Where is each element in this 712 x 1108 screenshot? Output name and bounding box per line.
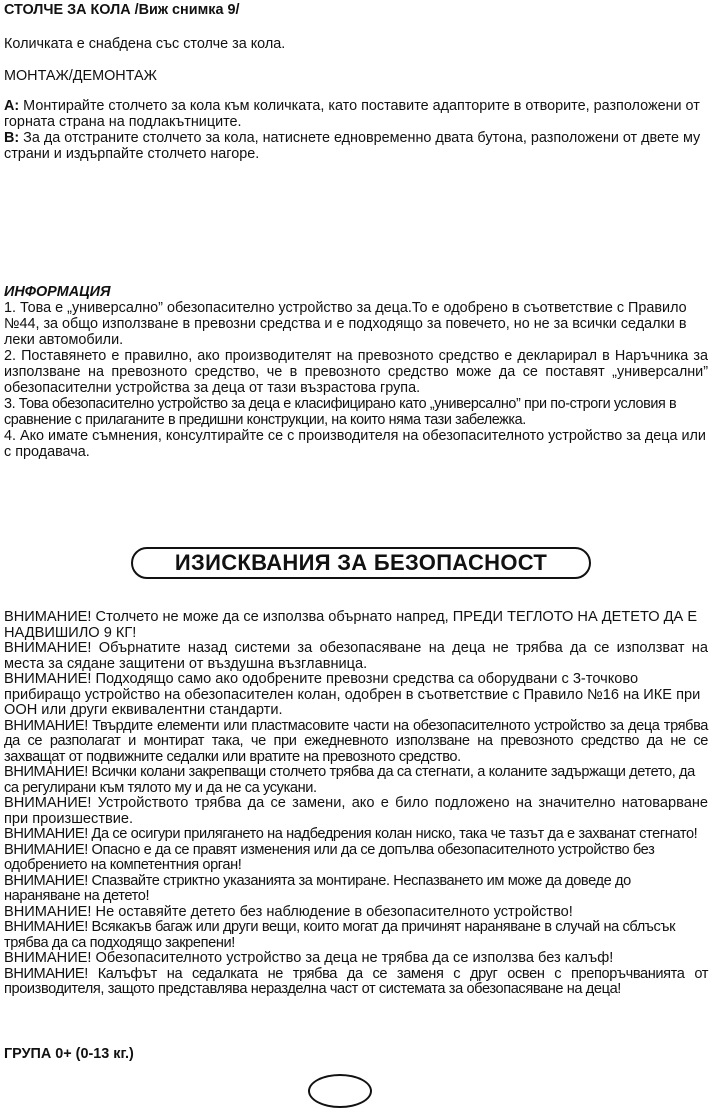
step-a-label: A:	[4, 98, 20, 114]
mount-heading: МОНТАЖ/ДЕМОНТАЖ	[4, 68, 157, 84]
step-a	[4, 98, 708, 130]
info-item: 3. Това обезопасително устройство за деца е класифицирано като „универсално” при по-строги условия в сравнение с прилаганите в предишни конструкции, на които няма тази забележка.	[4, 396, 677, 428]
warning-item: ВНИМАНИЕ! Устройството трябва да се замени, ако е било подложено на значително натоварване при произшествие.	[4, 795, 708, 827]
warning-item: ВНИМАНИЕ! Калъфът на седалката не трябва да се заменя с друг освен с препоръчванията от производителя, защото представлява неразделна част от системата за обезопасяване на деца!	[4, 965, 708, 997]
step-a-text: Монтирайте столчето за кола към количката, като поставите адапторите в отворите, разположени от горната страна на подлакътниците.	[4, 98, 700, 130]
warning-item: ВНИМАНИЕ! Твърдите елементи или пластмасовите части на обезопасителното устройство за деца трябва да се разполагат и монтират така, че при ежедневното използване на превозното средство да не се захващат от подвижните седалки или вратите на превозното средство.	[4, 717, 708, 765]
warning-item: ВНИМАНИЕ! Подходящо само ако одобрените превозни средства са оборудвани с 3-точково прибиращо устройство на обезопасителен колан, одобрен в съответствие с Правило №16 на ИКЕ при ООН или други еквивалентни стандарти.	[4, 671, 701, 718]
step-b-text: За да отстраните столчето за кола, натиснете едновременно двата бутона, разположени от двете му страни и издърпайте столчето нагоре.	[4, 130, 701, 162]
warning-item: ВНИМАНИЕ! Всякакъв багаж или други вещи, които могат да причинят нараняване в случай на сблъсък трябва да са подходящо закрепени!	[4, 919, 676, 951]
warning-item: ВНИМАНИЕ! Обезопасителното устройство за деца не трябва да се използва без калъф!	[4, 950, 614, 966]
banner-title: ИЗИСКВАНИЯ ЗА БЕЗОПАСНОСТ	[174, 550, 548, 575]
warning-item: ВНИМАНИЕ! Всички колани закрепващи столчето трябва да са стегнати, а коланите задържащи детето, да са регулирани към тялото му и да не са усукани.	[4, 764, 695, 796]
group-label: ГРУПА 0+ (0-13 кг.)	[4, 1046, 134, 1062]
page-number-oval	[308, 1074, 372, 1108]
warning-item: ВНИМАНИЕ! Спазвайте стриктно указанията за монтиране. Неспазването им може да доведе до нараняване на детето!	[4, 872, 631, 904]
info-section	[4, 284, 708, 460]
warning-item: ВНИМАНИЕ! Опасно е да се правят изменения или да се допълва обезопасителното устройство без одобрението на компетентния орган!	[4, 841, 655, 873]
mount-steps	[4, 98, 708, 162]
warning-item: ВНИМАНИЕ! Обърнатите назад системи за обезопасяване на деца не трябва да се използват на места за сядане защитени от въздушна възглавница.	[4, 640, 708, 672]
step-b-label: B:	[4, 130, 20, 146]
step-b	[4, 130, 708, 162]
info-item: 1. Това е „универсално” обезопасително устройство за деца.То е одобрено в съответствие с Правило №44, за общо използване в превозни средства и е подходящо за повечето, но не за всички седалки в леки автомобили.	[4, 300, 687, 348]
info-title: ИНФОРМАЦИЯ	[4, 284, 111, 300]
warning-item: ВНИМАНИЕ! Да се осигури прилягането на надбедрения колан ниско, така че тазът да е захванат стегнато!	[4, 826, 698, 842]
section-title: СТОЛЧЕ ЗА КОЛА /Виж снимка 9/	[4, 2, 240, 18]
warning-item: ВНИМАНИЕ! Столчето не може да се използва обърнато напред, ПРЕДИ ТЕГЛОТО НА ДЕТЕТО ДА Е НАДВИШИЛО 9 КГ!	[4, 609, 698, 641]
info-item: 2. Поставянето е правилно, ако производителят на превозното средство е декларирал в Наръчника за използване на превозното средство, че в превозното средство може да се поставят „универсални” обезопасителни устройства за деца от тази възрастова група.	[4, 348, 708, 396]
safety-requirements-banner	[131, 547, 591, 579]
warning-item: ВНИМАНИЕ! Не оставяйте детето без наблюдение в обезопасителното устройство!	[4, 903, 573, 920]
warnings-list	[4, 610, 708, 998]
intro-paragraph: Количката е снабдена със столче за кола.	[4, 36, 286, 52]
info-item: 4. Ако имате съмнения, консултирайте се с производителя на обезопасителното устройство за деца или с продавача.	[4, 428, 706, 460]
